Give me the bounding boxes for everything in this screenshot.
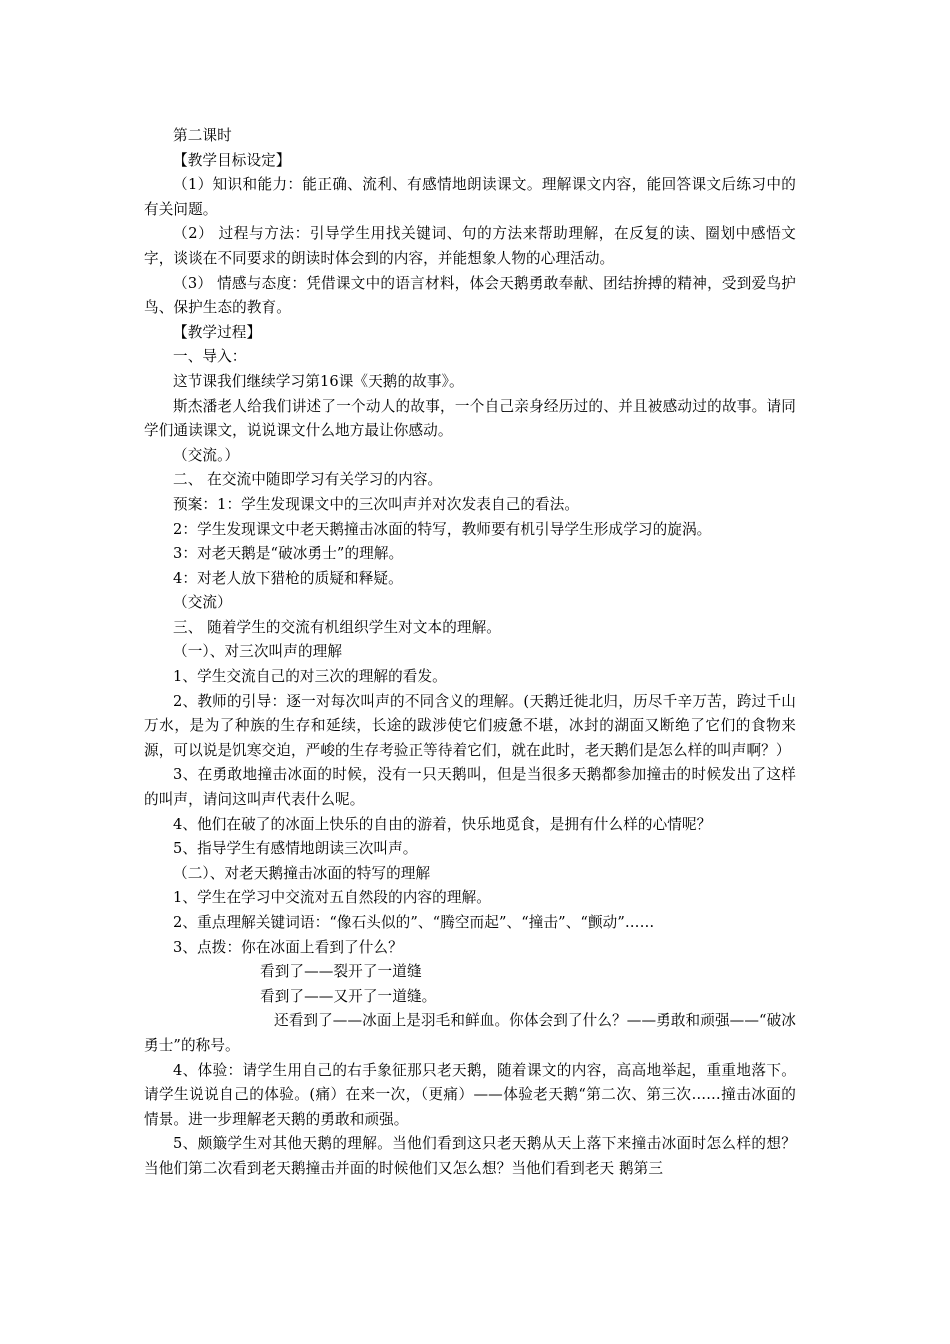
list-item: 2、教师的引导：逐一对每次叫声的不同含义的理解。(天鹅迁徙北归，历尽千辛万苦，跨过千山万水，是为了种族的生存和延续，长途的跋涉使它们疲惫不堪，冰封的湖面又断绝了它们的食物来源，可以说是饥寒交迫，严峻的生存考验正等待着它们，就在此时，老天鹅们是怎么样的叫声啊？） bbox=[144, 692, 796, 759]
list-item: 4、体验：请学生用自己的右手象征那只老天鹅，随着课文的内容，高高地举起，重重地落下。请学生说说自己的体验。(痛）在来一次，（更痛）——体验老天鹅“第二次、第三次……撞击冰面的情景。进一步理解老天鹅的勇敢和顽强。 bbox=[144, 1061, 796, 1128]
sub-heading: （二）、对老天鹅撞击冰面的特写的理解 bbox=[173, 864, 431, 882]
document-body bbox=[144, 124, 796, 1182]
list-item: 2、重点理解关键词语：“像石头似的”、“腾空而起”、“撞击”、“颤动”…… bbox=[173, 914, 655, 931]
section-heading-process: 【教学过程】 bbox=[173, 323, 262, 341]
step-heading: 一、导入： bbox=[173, 348, 247, 366]
list-item: 1、学生交流自己的对三次的理解的看发。 bbox=[173, 668, 447, 686]
step-heading: 三、 随着学生的交流有机组织学生对文本的理解。 bbox=[173, 618, 502, 636]
plan-item: 3：对老天鹅是“破冰勇士”的理解。 bbox=[173, 545, 404, 563]
paragraph: 这节课我们继续学习第16课《天鹅的故事》。 bbox=[173, 372, 464, 390]
step-heading: 二、 在交流中随即学习有关学习的内容。 bbox=[173, 471, 443, 489]
paragraph: （交流。） bbox=[173, 446, 240, 464]
goal-item: （3） 情感与态度：凭借课文中的语言材料，体会天鹅勇敢奉献、团结拚搏的精神，受到爱鸟护鸟、保护生态的教育。 bbox=[144, 274, 796, 317]
list-item-detail: 还看到了——冰面上是羽毛和鲜血。你体会到了什么？——勇敢和顽强——“破冰勇士”的称号。 bbox=[144, 1012, 796, 1054]
list-item: 5、颇簸学生对其他天鹅的理解。当他们看到这只老天鹅从天上落下来撞击冰面时怎么样的想？当他们第二次看到老天鹅撞击并面的时候他们又怎么想？当他们看到老天 鹅第三 bbox=[144, 1135, 796, 1177]
list-item: 5、指导学生有感情地朗读三次叫声。 bbox=[173, 840, 418, 858]
list-item: 3、点拨：你在冰面上看到了什么？ bbox=[173, 938, 403, 956]
section-heading-goals: 【教学目标设定】 bbox=[173, 151, 291, 169]
list-item: 1、学生在学习中交流对五自然段的内容的理解。 bbox=[173, 889, 491, 907]
sub-heading: （一）、对三次叫声的理解 bbox=[173, 643, 343, 661]
list-item-detail: 看到了——裂开了一道缝 bbox=[260, 963, 422, 981]
goal-item: （2） 过程与方法：引导学生用找关键词、句的方法来帮助理解，在反复的读、圈划中感悟文字，谈谈在不同要求的朗读时体会到的内容，并能想象人物的心理活动。 bbox=[144, 225, 796, 267]
list-item: 3、在勇敢地撞击冰面的时候，没有一只天鹅叫，但是当很多天鹅都参加撞击的时候发出了这样的叫声，请问这叫声代表什么呢。 bbox=[144, 766, 796, 809]
list-item: 4、他们在破了的冰面上快乐的自由的游着，快乐地觅食，是拥有什么样的心情呢？ bbox=[173, 815, 712, 833]
plan-item: 2：学生发现课文中老天鹅撞击冰面的特写，教师要有机引导学生形成学习的旋涡。 bbox=[173, 520, 712, 538]
plan-item: 4：对老人放下猎枪的质疑和释疑。 bbox=[173, 569, 403, 587]
goal-item: （1）知识和能力：能正确、流利、有感情地朗读课文。理解课文内容，能回答课文后练习中的有关问题。 bbox=[144, 176, 796, 218]
plan-item: 预案：1：学生发现课文中的三次叫声并对次发表自己的看法。 bbox=[173, 495, 580, 513]
list-item-detail: 看到了——又开了一道缝。 bbox=[260, 987, 437, 1005]
lesson-title: 第二课时 bbox=[173, 127, 232, 144]
paragraph: 斯杰潘老人给我们讲述了一个动人的故事，一个自己亲身经历过的、并且被感动过的故事。请同学们通读课文，说说课文什么地方最让你感动。 bbox=[144, 397, 796, 440]
paragraph: （交流） bbox=[173, 594, 232, 612]
